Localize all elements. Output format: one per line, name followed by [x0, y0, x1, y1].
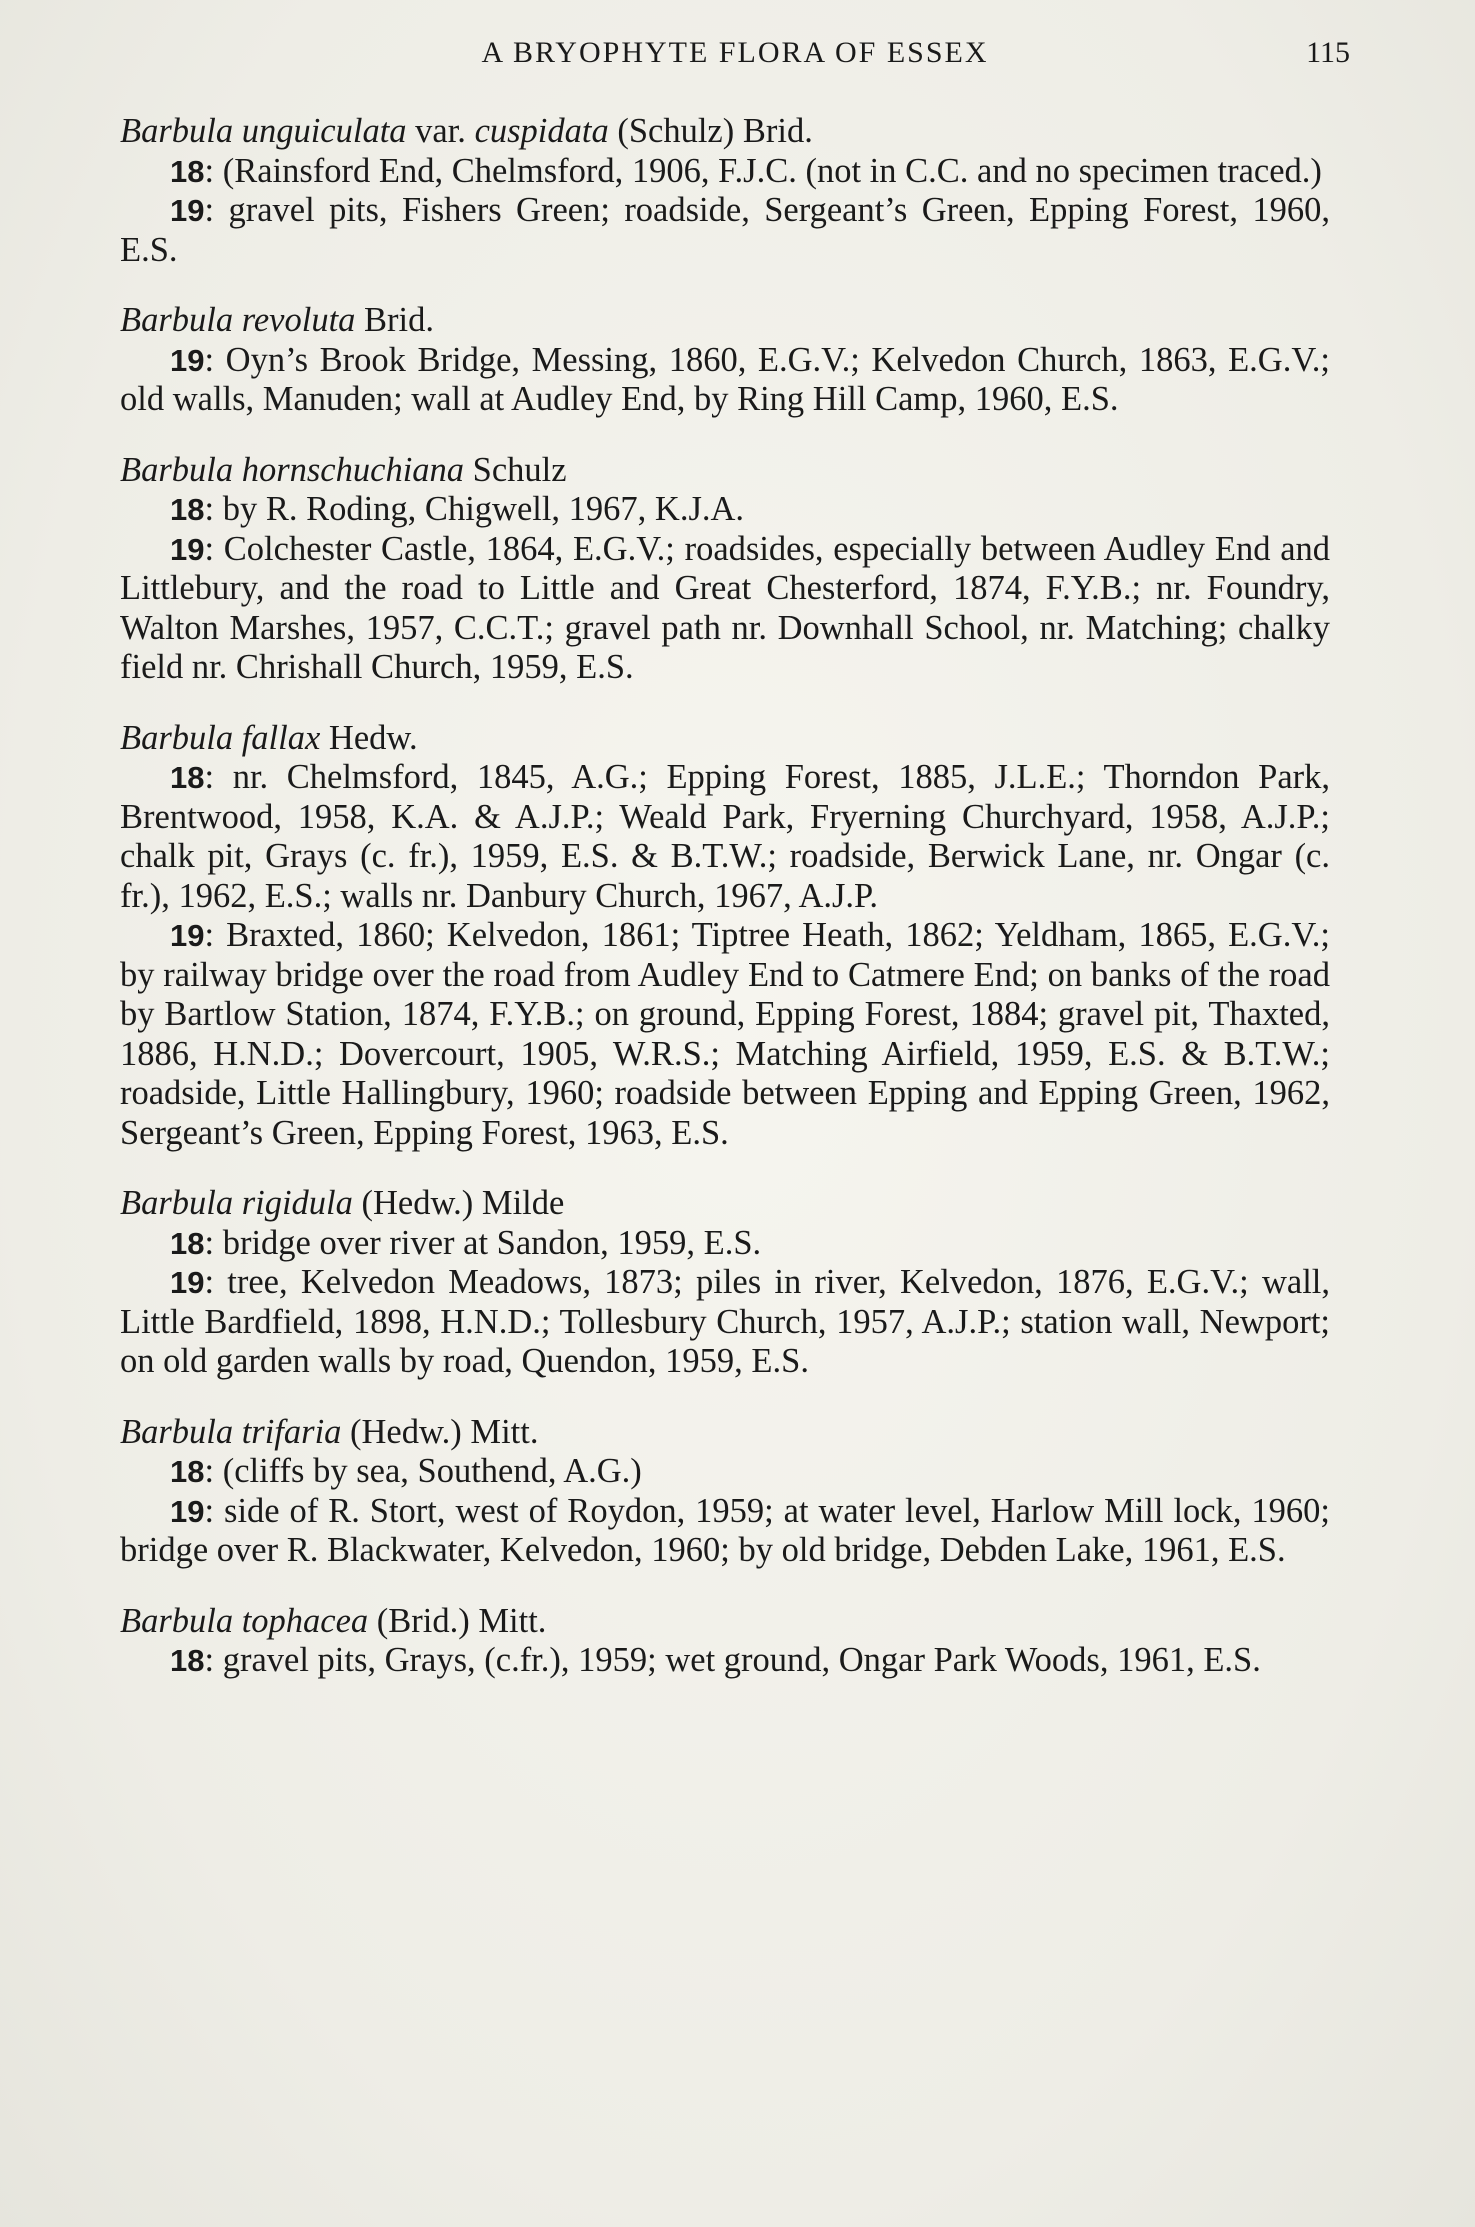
vice-county-record — [120, 191, 1330, 270]
record-text: by R. Roding, Chigwell, 1967, K.J.A. — [222, 490, 745, 528]
species-authority: Schulz — [464, 450, 567, 489]
species-entry — [120, 451, 1330, 688]
species-entry — [120, 1184, 1330, 1382]
record-separator: : — [204, 340, 226, 379]
species-authority: (Brid.) Mitt. — [368, 1601, 547, 1640]
vice-county-record — [120, 916, 1330, 1153]
vice-county-number: 19 — [170, 342, 205, 378]
vice-county-record — [120, 1641, 1330, 1681]
species-heading — [120, 301, 1330, 341]
vice-county-record — [120, 341, 1330, 420]
species-heading — [120, 719, 1330, 759]
species-entry — [120, 301, 1330, 420]
record-separator: : — [204, 151, 223, 190]
record-separator: : — [204, 1223, 223, 1262]
vice-county-record — [120, 1224, 1330, 1264]
vice-county-number: 18 — [170, 1643, 205, 1678]
species-name: Barbula fallax — [120, 718, 321, 757]
species-name: Barbula revoluta — [120, 301, 356, 339]
vice-county-record — [120, 1452, 1330, 1492]
vice-county-number: 18 — [170, 1454, 205, 1489]
vice-county-record — [120, 1492, 1330, 1571]
species-heading — [120, 112, 1330, 152]
species-authority: Hedw. — [320, 718, 418, 757]
species-authority: (Hedw.) Mitt. — [341, 1412, 539, 1451]
vice-county-number: 18 — [170, 153, 205, 189]
variety-authority: (Schulz) Brid. — [608, 112, 813, 150]
vice-county-number: 18 — [170, 1225, 205, 1261]
vice-county-number: 19 — [170, 918, 205, 953]
record-separator: : — [204, 1491, 225, 1530]
page-number: 115 — [1306, 36, 1350, 69]
species-entry — [120, 719, 1330, 1154]
species-entry — [120, 1602, 1330, 1681]
record-text: bridge over river at Sandon, 1959, E.S. — [222, 1223, 762, 1262]
record-text: Colchester Castle, 1864, E.G.V.; roadsides, especially between Audley End and Littlebury, and the road to Little and Great Chesterford, 1874, F.Y.B.; nr. Foundry, Walton Marshes, 1957, C.C.T.; gravel path nr. Downhall School, nr. Matching; chalky field nr. Chrishall Church, 1959, E.S. — [120, 529, 1331, 686]
vice-county-number: 19 — [170, 1265, 205, 1300]
species-authority: var. — [406, 112, 475, 150]
species-authority: Brid. — [355, 301, 434, 339]
vice-county-number: 19 — [170, 193, 205, 228]
record-text: tree, Kelvedon Meadows, 1873; piles in river, Kelvedon, 1876, E.G.V.; wall, Little Bardfield, 1898, H.N.D.; Tollesbury Church, 1957, A.J.P.; station wall, Newport; on old garden walls by road, Quendon, 1959, E.S. — [120, 1263, 1330, 1380]
record-text: gravel pits, Fishers Green; roadside, Sergeant’s Green, Epping Forest, 1960, E.S. — [120, 191, 1330, 269]
species-name: Barbula hornschuchiana — [120, 450, 465, 489]
species-heading — [120, 1184, 1330, 1224]
species-entry — [120, 1413, 1330, 1571]
species-heading — [120, 1602, 1330, 1642]
species-list — [120, 112, 1330, 1712]
species-name: Barbula unguiculata — [120, 112, 407, 150]
running-head — [120, 30, 1350, 80]
record-separator: : — [204, 1641, 223, 1679]
species-entry — [120, 112, 1330, 270]
record-separator: : — [204, 191, 229, 229]
vice-county-record — [120, 152, 1330, 192]
species-name: Barbula rigidula — [120, 1184, 353, 1222]
record-separator: : — [204, 529, 224, 568]
record-text: Oyn’s Brook Bridge, Messing, 1860, E.G.V.; Kelvedon Church, 1863, E.G.V.; old walls, Manuden; wall at Audley End, by Ring Hill Camp, 1960, E.S. — [120, 340, 1330, 418]
vice-county-record — [120, 1263, 1330, 1382]
species-name: Barbula tophacea — [120, 1601, 369, 1640]
record-separator: : — [204, 758, 233, 796]
vice-county-number: 18 — [170, 760, 205, 795]
record-text: Braxted, 1860; Kelvedon, 1861; Tiptree Heath, 1862; Yeldham, 1865, E.G.V.; by railway bridge over the road from Audley End to Catmere End; on banks of the road by Bartlow Station, 1874, F.Y.B.; on ground, Epping Forest, 1884; gravel pit, Thaxted, 1886, H.N.D.; Dovercourt, 1905, W.R.S.; Matching Airfield, 1959, E.S. & B.T.W.; roadside, Little Hallingbury, 1960; roadside between Epping and Epping Green, 1962, Sergeant’s Green, Epping Forest, 1963, E.S. — [120, 916, 1330, 1152]
record-separator: : — [204, 916, 227, 954]
record-text: side of R. Stort, west of Roydon, 1959; at water level, Harlow Mill lock, 1960; bridge over R. Blackwater, Kelvedon, 1960; by old bridge, Debden Lake, 1961, E.S. — [120, 1491, 1330, 1569]
vice-county-number: 19 — [170, 531, 205, 567]
record-separator: : — [204, 1263, 228, 1301]
record-separator: : — [204, 1452, 223, 1490]
species-name: Barbula trifaria — [120, 1412, 342, 1451]
vice-county-record — [120, 758, 1330, 916]
record-text: nr. Chelmsford, 1845, A.G.; Epping Forest, 1885, J.L.E.; Thorndon Park, Brentwood, 1958, K.A. & A.J.P.; Weald Park, Fryerning Churchyard, 1958, A.J.P.; chalk pit, Grays (c. fr.), 1959, E.S. & B.T.W.; roadside, Berwick Lane, nr. Ongar (c. fr.), 1962, E.S.; walls nr. Danbury Church, 1967, A.J.P. — [120, 758, 1330, 915]
vice-county-number: 19 — [170, 1493, 205, 1529]
species-heading — [120, 1413, 1330, 1453]
record-text: (cliffs by sea, Southend, A.G.) — [222, 1452, 642, 1490]
running-title: A BRYOPHYTE FLORA OF ESSEX — [481, 36, 989, 69]
variety-name: cuspidata — [474, 112, 609, 150]
vice-county-record — [120, 490, 1330, 530]
vice-county-number: 18 — [170, 492, 205, 527]
record-separator: : — [204, 490, 223, 528]
species-heading — [120, 451, 1330, 491]
species-authority: (Hedw.) Milde — [352, 1184, 565, 1222]
record-text: (Rainsford End, Chelmsford, 1906, F.J.C. (not in C.C. and no specimen traced.) — [222, 151, 1322, 190]
record-text: gravel pits, Grays, (c.fr.), 1959; wet ground, Ongar Park Woods, 1961, E.S. — [222, 1641, 1261, 1679]
vice-county-record — [120, 530, 1330, 688]
